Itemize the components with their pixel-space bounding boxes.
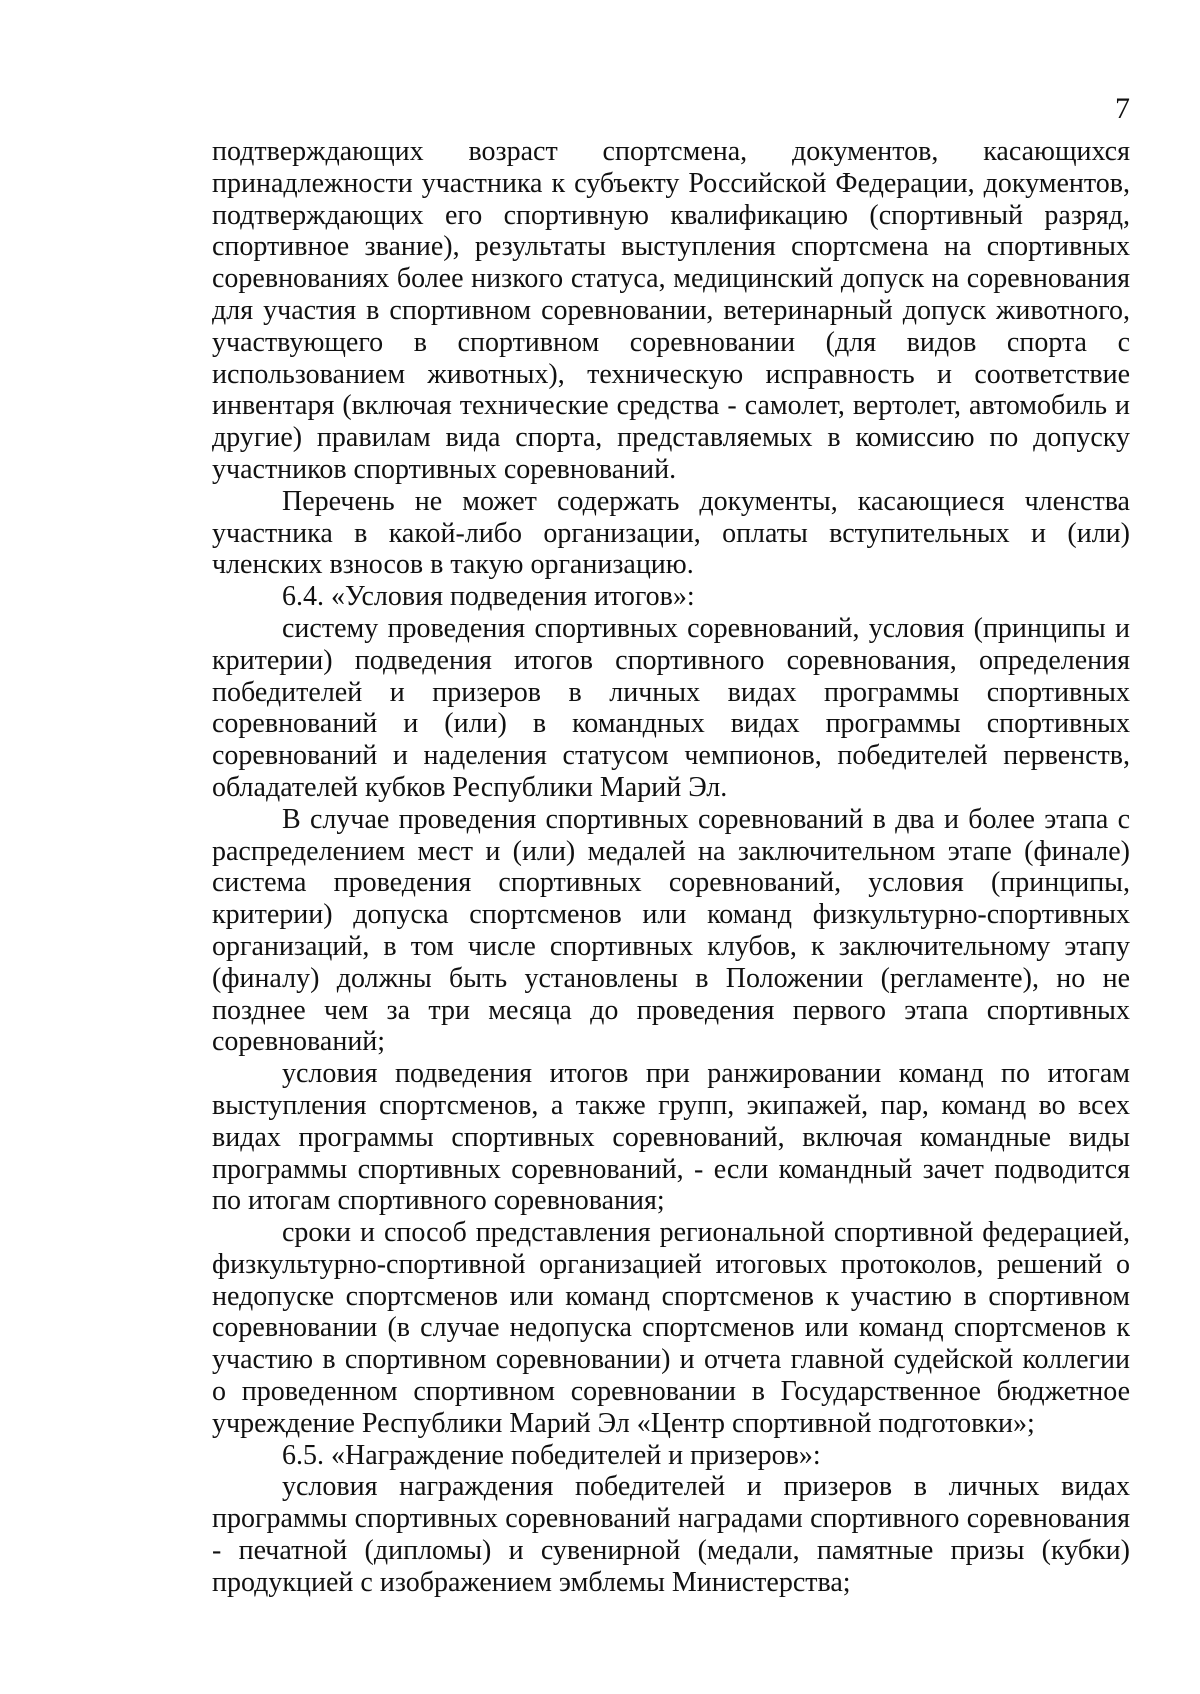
section-heading-6-5: 6.5. «Награждение победителей и призеров»:: [282, 1439, 821, 1471]
paragraph-protocol-submission: сроки и способ представления региональной спортивной федерацией, физкультурно-спортивной организацией итоговых протоколов, решений о недопуске спортсменов или команд спортсменов к участию в спортивном соревновании (в случае недопуска спортсменов или команд спортсменов к участию в спортивном соревновании) и отчета главной судейской коллегии о проведенном спортивном соревновании в Государственное бюджетное учреждение Республики Марий Эл «Центр спортивной подготовки»;: [212, 1217, 1130, 1439]
paragraph-award-conditions: условия награждения победителей и призеров в личных видах программы спортивных соревнований наградами спортивного соревнования - печатной (дипломы) и сувенирной (медали, памятные призы (кубки) продукцией с изображением эмблемы Министерства;: [212, 1471, 1130, 1598]
paragraph-multi-stage-competitions: В случае проведения спортивных соревнований в два и более этапа с распределением мест и (или) медалей на заключительном этапе (финале) система проведения спортивных соревнований, условия (принципы, критерии) допуска спортсменов или команд физкультурно-спортивных организаций, в том числе спортивных клубов, к заключительному этапу (финалу) должны быть установлены в Положении (регламенте), но не позднее чем за три месяца до проведения первого этапа спортивных соревнований;: [212, 803, 1130, 1058]
paragraph-competition-system: систему проведения спортивных соревнований, условия (принципы и критерии) подведения итогов спортивного соревнования, определения победителей и призеров в личных видах программы спортивных соревнований и (или) в командных видах программы спортивных соревнований и наделения статусом чемпионов, победителей первенств, обладателей кубков Республики Марий Эл.: [212, 612, 1130, 803]
page-number: 7: [1115, 92, 1130, 125]
paragraph-membership-restriction: Перечень не может содержать документы, касающиеся членства участника в какой-либо организации, оплаты вступительных и (или) членских взносов в такую организацию.: [212, 485, 1130, 581]
section-heading-6-4: 6.4. «Условия подведения итогов»:: [282, 581, 695, 613]
document-body: [212, 136, 1130, 1599]
paragraph-documents-list-continuation: подтверждающих возраст спортсмена, документов, касающихся принадлежности участника к субъекту Российской Федерации, документов, подтверждающих его спортивную квалификацию (спортивный разряд, спортивное звание), результаты выступления спортсмена на спортивных соревнованиях более низкого статуса, медицинский допуск на соревнования для участия в спортивном соревновании, ветеринарный допуск животного, участвующего в спортивном соревновании (для видов спорта с использованием животных), техническую исправность и соответствие инвентаря (включая технические средства - самолет, вертолет, автомобиль и другие) правилам вида спорта, представляемых в комиссию по допуску участников спортивных соревнований.: [212, 136, 1130, 485]
paragraph-team-ranking: условия подведения итогов при ранжировании команд по итогам выступления спортсменов, а также групп, экипажей, пар, команд во всех видах программы спортивных соревнований, включая командные виды программы спортивных соревнований, - если командный зачет подводится по итогам спортивного соревнования;: [212, 1058, 1130, 1217]
